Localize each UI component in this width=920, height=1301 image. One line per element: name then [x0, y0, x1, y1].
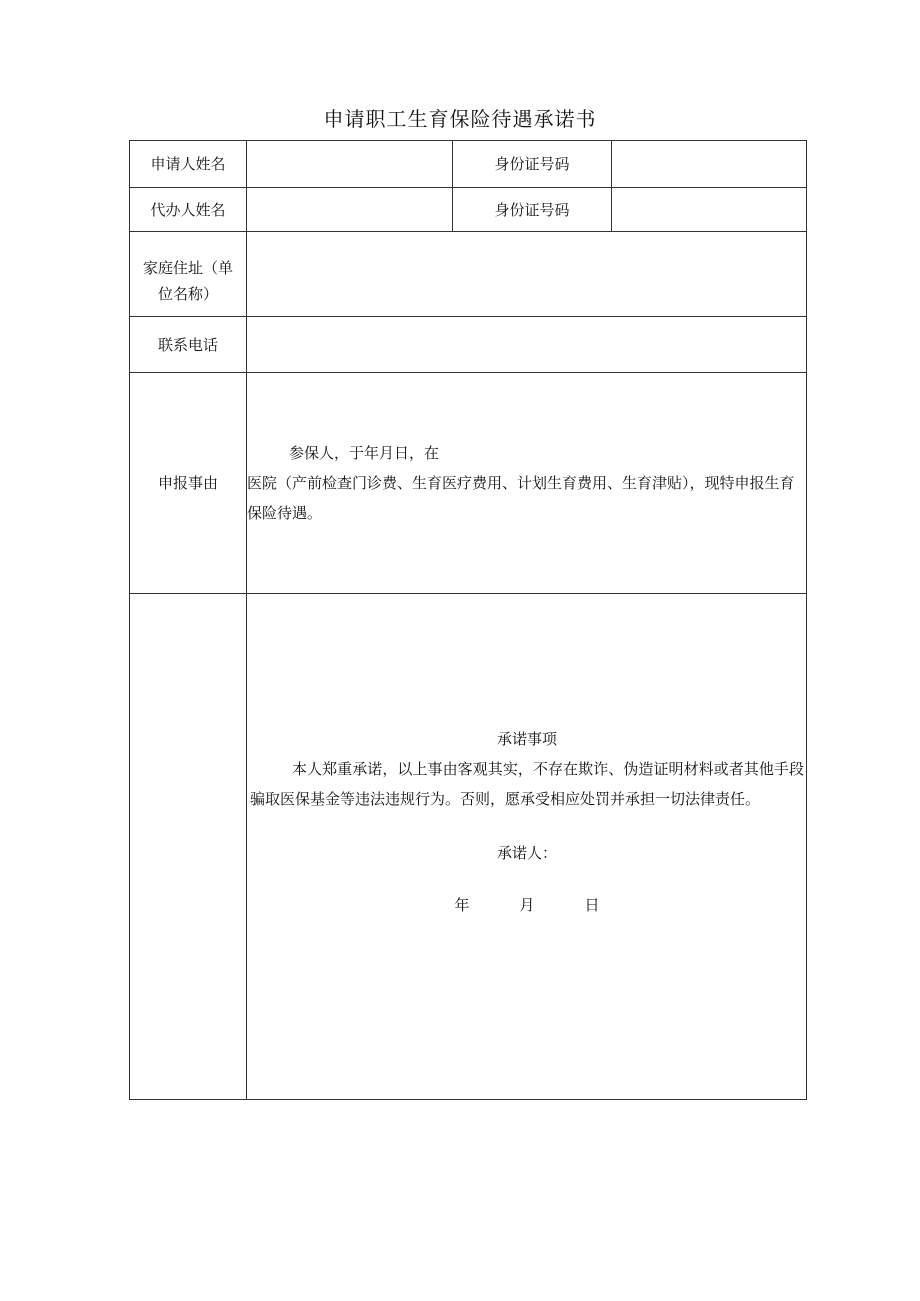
- address-row: [130, 232, 807, 317]
- application-form-table: [129, 140, 807, 1100]
- reason-content: [247, 373, 807, 594]
- applicant-row: [130, 141, 807, 188]
- address-label: [130, 232, 247, 317]
- reason-row: [130, 373, 807, 594]
- promise-row: [130, 594, 807, 1100]
- address-label-text: 家庭住址（单位名称）: [142, 259, 233, 303]
- agent-id-label: 身份证号码: [453, 188, 612, 232]
- date-line: [250, 890, 804, 920]
- promise-content: [247, 594, 807, 1100]
- reason-label: 申报事由: [130, 373, 247, 594]
- agent-row: [130, 188, 807, 232]
- agent-name-field[interactable]: [247, 188, 453, 232]
- applicant-id-label: 身份证号码: [453, 141, 612, 188]
- applicant-name-label: 申请人姓名: [130, 141, 247, 188]
- signer-label: 承诺人：: [496, 844, 557, 862]
- agent-name-label: 代办人姓名: [130, 188, 247, 232]
- address-field[interactable]: [247, 232, 807, 317]
- phone-row: [130, 317, 807, 373]
- document-title: 申请职工生育保险待遇承诺书: [323, 107, 597, 131]
- phone-label: 联系电话: [130, 317, 247, 373]
- applicant-id-field[interactable]: [612, 141, 807, 188]
- year-label: 年: [454, 896, 470, 914]
- month-label: 月: [519, 896, 535, 914]
- day-label: 日: [584, 896, 600, 914]
- applicant-name-field[interactable]: [247, 141, 453, 188]
- promise-heading: 承诺事项: [496, 730, 557, 748]
- promise-label-cell: [130, 594, 247, 1100]
- agent-id-field[interactable]: [612, 188, 807, 232]
- promise-body: 本人郑重承诺，以上事由客观其实，不存在欺诈、伪造证明材料或者其他手段骗取医保基金等违法违规行为。否则，愿承受相应处罚并承担一切法律责任。: [250, 760, 804, 808]
- reason-line-1: 参保人，于年月日，在: [289, 444, 440, 462]
- reason-line-2: 医院（产前检查门诊费、生育医疗费用、计划生育费用、生育津贴），现特申报生育保险待遇。: [247, 474, 795, 522]
- phone-field[interactable]: [247, 317, 807, 373]
